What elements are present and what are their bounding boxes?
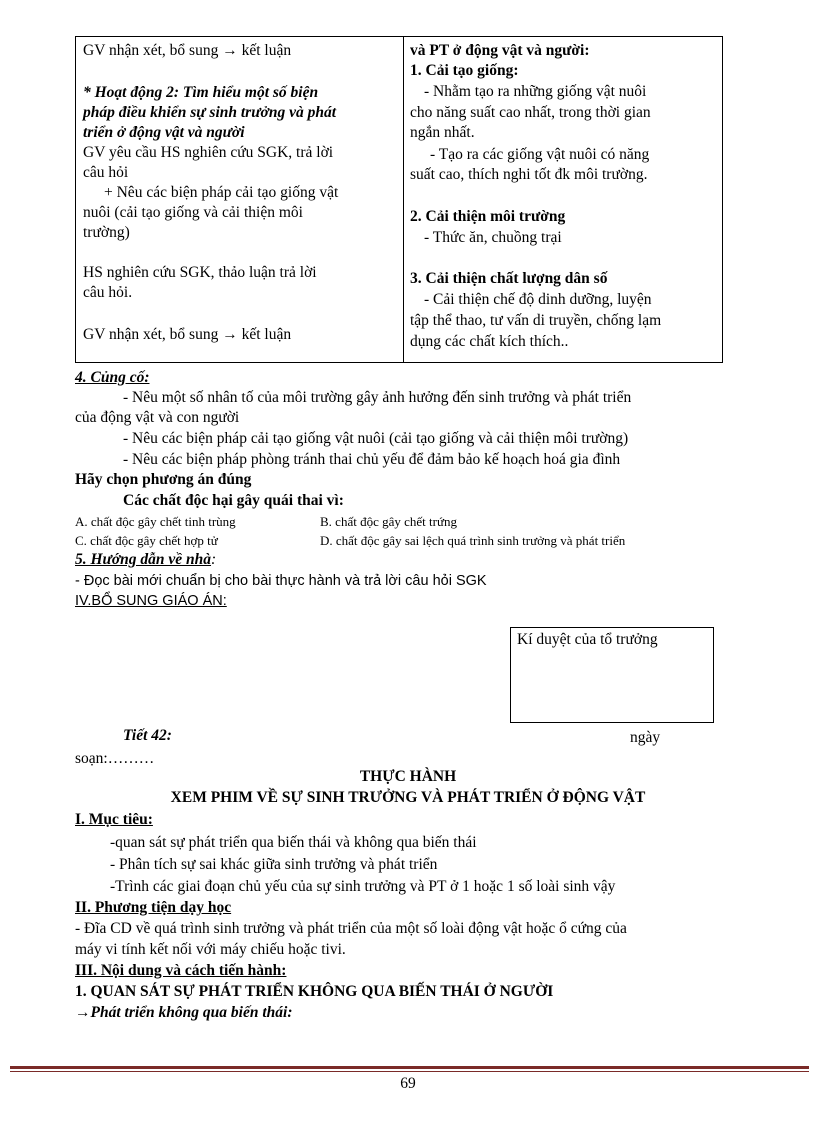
activity-2-heading-line-1: * Hoạt động 2: Tìm hiểu một số biện — [83, 84, 319, 101]
materials-line-1: - Đĩa CD về quá trình sinh trưởng và phát triển của một số loài động vật hoặc ổ cứng của — [75, 920, 627, 937]
objective-2: - Phân tích sự sai khác giữa sinh trưởng và phát triển — [110, 856, 438, 873]
section-breed-improvement: 1. Cải tạo giống: — [410, 62, 519, 79]
page-number: 69 — [400, 1075, 416, 1092]
homework-text: - Đọc bài mới chuẩn bị cho bài thực hành và trả lời câu hỏi SGK — [75, 573, 487, 589]
compose-label: soạn:……… — [75, 750, 155, 767]
objective-3: -Trình các giai đoạn chủ yếu của sự sinh trưởng và PT ở 1 hoặc 1 số loài sinh vậy — [110, 878, 616, 895]
objective-1: -quan sát sự phát triển qua biến thái và không qua biến thái — [110, 834, 477, 851]
objectives-heading: I. Mục tiêu: — [75, 811, 153, 828]
practice-subtitle: XEM PHIM VỀ SỰ SINH TRƯỞNG VÀ PHÁT TRIỂN Ở ĐỘNG VẬT — [170, 789, 646, 806]
footer-rule-thick — [10, 1066, 809, 1069]
student-activity-line-2: câu hỏi. — [83, 284, 133, 301]
activity-2-heading-line-3: triển ở động vật và người — [83, 124, 245, 141]
content-column — [404, 37, 722, 362]
breed-line-1: - Nhằm tạo ra những giống vật nuôi — [424, 83, 647, 100]
footer-rule-thin — [10, 1071, 809, 1072]
breed-line-5: suất cao, thích nghi tốt đk môi trường. — [410, 166, 648, 183]
consolidation-heading: 4. Củng cố: — [75, 369, 150, 386]
activity-2-heading-line-2: pháp điều khiển sự sinh trưởng và phát — [83, 104, 336, 121]
arrow-right-icon: → — [75, 1004, 91, 1021]
materials-heading: II. Phương tiện dạy học — [75, 899, 232, 916]
teacher-conclusion-1: GV nhận xét, bổ sung → kết luận — [83, 42, 292, 59]
breed-line-4: - Tạo ra các giống vật nuôi có năng — [430, 146, 650, 163]
materials-line-2: máy vi tính kết nối với máy chiếu hoặc tivi. — [75, 941, 346, 958]
question-line-2: nuôi (cải tạo giống và cải thiện môi — [83, 204, 303, 221]
lesson-table — [75, 36, 723, 363]
consolidation-bullet-1: - Nêu một số nhân tố của môi trường gây ảnh hưởng đến sinh trưởng và phát triển — [123, 389, 632, 406]
quiz-option-b: B. chất độc gây chết trứng — [320, 514, 458, 529]
subsection-row — [75, 1004, 292, 1022]
section-population-quality: 3. Cải thiện chất lượng dân số — [410, 270, 608, 287]
consolidation-bullet-1-cont: của động vật và con người — [75, 409, 240, 426]
teacher-request-line-1: GV yêu cầu HS nghiên cứu SGK, trả lời — [83, 144, 334, 161]
approval-label: Kí duyệt của tổ trưởng — [517, 631, 658, 648]
teacher-request-line-2: câu hỏi — [83, 164, 129, 181]
population-line-3: dụng các chất kích thích.. — [410, 333, 569, 350]
section-environment: 2. Cải thiện môi trường — [410, 208, 566, 225]
breed-line-2: cho năng suất cao nhất, trong thời gian — [410, 104, 651, 121]
section-1-title: 1. QUAN SÁT SỰ PHÁT TRIỂN KHÔNG QUA BIẾN THÁI Ở NGƯỜI — [75, 983, 554, 1000]
student-activity-line-1: HS nghiên cứu SGK, thảo luận trả lời — [83, 264, 317, 281]
environment-line-1: - Thức ăn, chuồng trại — [424, 229, 562, 246]
homework-colon: : — [211, 551, 217, 568]
question-line-1: + Nêu các biện pháp cải tạo giống vật — [104, 184, 339, 201]
homework-heading: 5. Hướng dẫn về nhà — [75, 551, 212, 568]
approval-box — [510, 627, 714, 723]
quiz-option-d: D. chất độc gây sai lệch quá trình sinh trưởng và phát triển — [320, 533, 626, 548]
content-heading: III. Nội dung và cách tiến hành: — [75, 962, 287, 979]
practice-title: THỰC HÀNH — [359, 768, 457, 785]
content-title: và PT ở động vật và người: — [410, 42, 590, 59]
quiz-option-a: A. chất độc gây chết tinh trùng — [75, 514, 236, 529]
question-line-3: trường) — [83, 224, 130, 241]
quiz-question: Các chất độc hại gây quái thai vì: — [123, 492, 344, 509]
subsection-title: Phát triển không qua biến thái: — [90, 1004, 293, 1021]
period-label: Tiết 42: — [123, 727, 172, 744]
teacher-activity-column — [76, 37, 404, 362]
consolidation-bullet-2: - Nêu các biện pháp cải tạo giống vật nuôi (cải tạo giống và cải thiện môi trường) — [123, 430, 629, 447]
supplement-heading: IV.BỔ SUNG GIÁO ÁN: — [75, 593, 227, 609]
teacher-conclusion-2: GV nhận xét, bổ sung → kết luận — [83, 326, 292, 343]
date-label: ngày — [630, 729, 661, 746]
population-line-2: tập thể thao, tư vấn di truyền, chống lạm — [410, 312, 662, 329]
quiz-instruction: Hãy chọn phương án đúng — [75, 471, 252, 488]
consolidation-bullet-3: - Nêu các biện pháp phòng tránh thai chủ yếu để đảm bảo kế hoạch hoá gia đình — [123, 451, 621, 468]
homework-heading-row — [75, 551, 216, 569]
population-line-1: - Cải thiện chế độ dinh dưỡng, luyện — [424, 291, 652, 308]
breed-line-3: ngắn nhất. — [410, 124, 475, 141]
quiz-option-c: C. chất độc gây chết hợp tử — [75, 533, 218, 548]
